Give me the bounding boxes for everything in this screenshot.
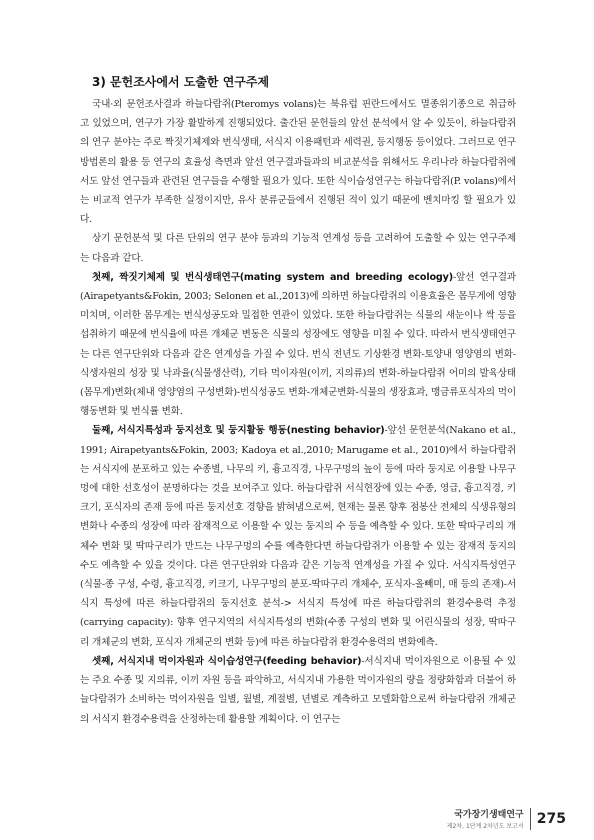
paragraph-text: -앞선 연구결과(Airapetyants&Fokin, 2003; Selonen et al.,2013)에 의하면 하늘다람쥐의 이용효율은 몸무게에 영향 미치며, 이러한 몸무게는 번식성공도와 밀접한 연관이 있었다. 또한 하늘다람쥐는 식물의 새눈이나 싹 등을 섭취하기 때문에 번식율에 따른 개체군 변동은 식물의 성장에도 영향을 미칠 수 있다. 따라서 번식생태연구는 다른 연구단위와 다음과 같은 연계성을 가질 수 있다. 번식 전년도 기상환경 변화-토양내 영양염의 변화-식생자원의 성장 및 낙과율(식물생산력), 기타 먹이자원(이끼, 지의류)의 변화-하늘다람쥐 어미의 발육상태(몸무게)변화(체내 영양염의 구성변화)-번식성공도 변화-개체군변화-식물의 생장효과, 맹금류포식자의 먹이행동변화 및 번식률 변화. — [80, 271, 516, 418]
report-title: 국가장기생태연구 — [454, 810, 524, 820]
paragraph-text: 상기 문헌분석 및 다른 단위의 연구 분야 등과의 기능적 연계성 등을 고려하여 도출할 수 있는 연구주제는 다음과 같다. — [80, 233, 516, 264]
paragraph-text: -서식지내 먹이자원으로 이용될 수 있는 주요 수종 및 지의류, 이끼 자원 등을 파악하고, 서식지내 가용한 먹이자원의 량을 정량화함과 더불어 하늘다람쥐가 소비하는 먹이자원을 일별, 월별, 계절별, 년별로 계측하고 모델화함으로써 하늘다람쥐 개체군의 서식지 환경수용력을 산정하는데 활용할 계획이다. 이 연구는 — [80, 655, 517, 725]
page-number: 275 — [536, 810, 566, 827]
paragraph-lead: 셋째, 서식지내 먹이자원과 식이습성연구(feeding behavior) — [92, 655, 362, 667]
paragraph-lead: 첫째, 짝짓기체제 및 번식생태연구(mating system and breeding ecology) — [92, 271, 453, 283]
paragraph-feeding-behavior — [80, 652, 516, 729]
report-subtitle: 제2차, 1단계 2차년도 보고서 — [446, 823, 524, 830]
footer-divider — [530, 808, 531, 830]
paragraph-nesting-behavior — [80, 421, 516, 651]
paragraph-mating-system — [80, 268, 516, 422]
page-footer — [447, 807, 566, 830]
paragraph-text: 국내·외 문헌조사결과 하늘다람쥐(Pteromys volans)는 북유럽 핀란드에서도 멸종위기종으로 취급하고 있었으며, 연구가 가장 활발하게 진행되었다. 출간된 문헌들의 앞선 분석에서 알 수 있듯이, 하늘다람쥐의 연구 분야는 주로 짝짓기체제와 번식생태, 서식지 이용패턴과 세력권, 등지행동 등이었다. 그러므로 연구방법론의 활용 등 연구의 효율성 측면과 앞선 연구결과들과의 비교분석을 위해서도 우리나라 하늘다람쥐에서도 앞선 연구들과 관련된 연구들을 수행할 필요가 있다. 또한 식이습성연구는 하늘다람쥐(P. volans)에서는 비교적 연구가 부족한 실정이지만, 유사 분류군들에서 진행된 적이 있기 때문에 벤치마킹 할 필요가 있다. — [80, 99, 516, 226]
paragraph-intro — [80, 95, 516, 229]
section-heading: 3) 문헌조사에서 도출한 연구주제 — [92, 75, 270, 89]
paragraph-lead: 둘째, 서식지특성과 둥지선호 및 둥지활동 행동(nesting behavior) — [92, 425, 385, 437]
paragraph-text: -앞선 문헌분석(Nakano et al., 1991; Airapetyants&Fokin, 2003; Kadoya et al.,2010; Marugame et al., 2010)에서 하늘다람쥐는 서식지에 분포하고 있는 수종별, 나무의 키, 흉고직경, 나무구멍의 높이 등에 따라 둥지로 이용할 나무구멍에 대한 선호성이 분명하다는 것을 보여주고 있다. 하늘다람쥐 서식현장에 있는 수종, 영급, 흉고직경, 키 크기, 포식자의 존재 등에 따른 둥지선호 경향을 밝혀냄으로써, 현재는 물론 향후 점봉산 전체의 식생유형의 변화나 수종의 성장에 따라 잠재적으로 이용할 수 있는 둥지의 수 등을 예측할 수 있다. 또한 딱따구리의 개체수 변화 및 딱따구리가 만드는 나무구멍의 수를 예측한다면 하늘다람쥐가 이용할 수 있는 잠재적 둥지의 수도 예측할 수 있을 것이다. 다른 연구단위와 다음과 같은 기능적 연계성을 가질 수 있다. 서식지특성연구(식물-종 구성, 수령, 흉고직경, 키크기, 나무구멍의 분포-딱따구리 개체수, 포식자-올빼미, 매 등의 존재)-서식지 특성에 따른 하늘다람쥐의 둥지선호 분석-> 서식지 특성에 따른 하늘다람쥐의 환경수용력 추정(carrying capacity): 향후 연구지역의 서식지특성의 변화(수종 구성의 변화 및 어린식물의 성장, 딱따구리 개체군의 변화, 포식자 개체군의 변화 등)에 따른 하늘다람쥐 환경수용력의 변화예측. — [80, 425, 517, 648]
body-text — [80, 95, 516, 729]
paragraph-summary — [80, 229, 516, 267]
footer-caption — [447, 807, 524, 830]
